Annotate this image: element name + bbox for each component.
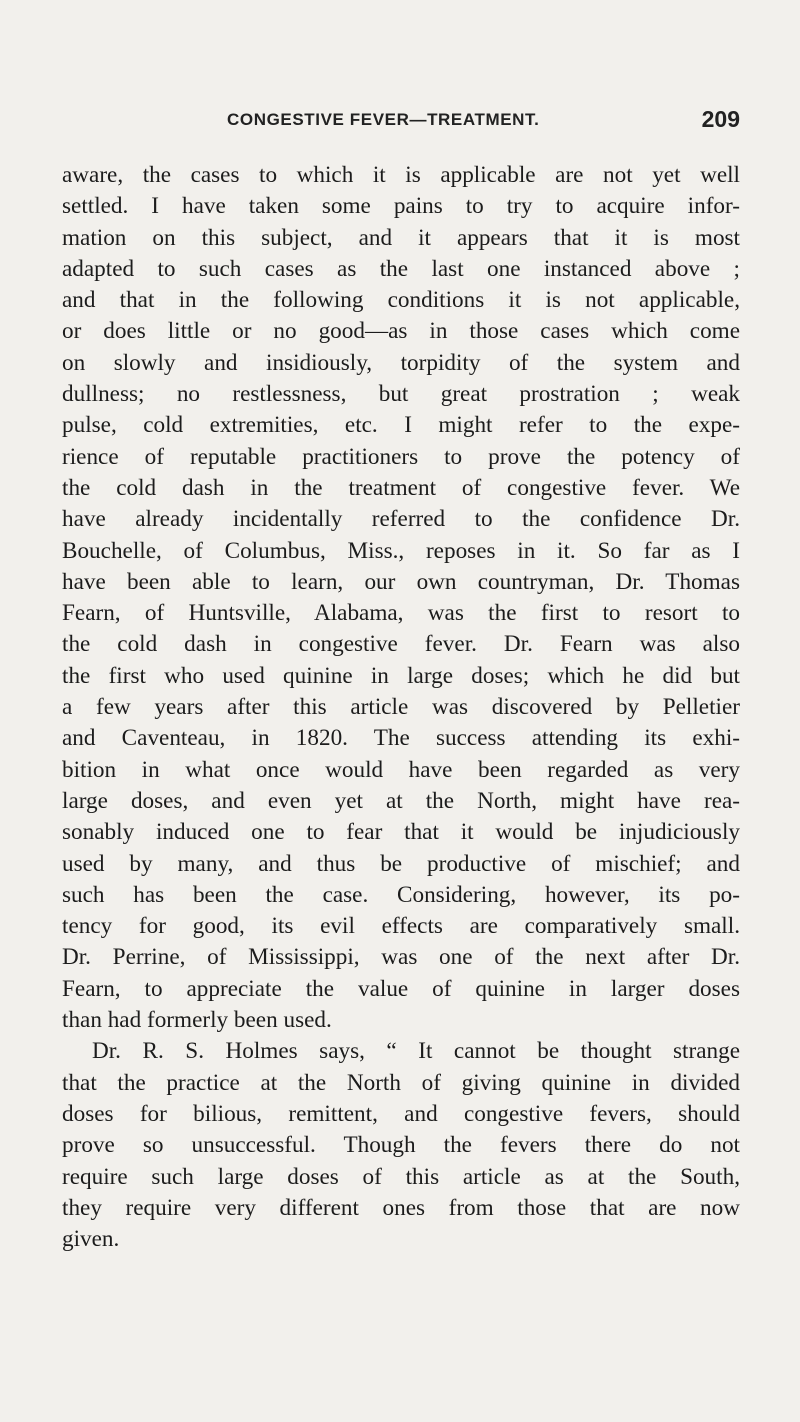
- text-line: Dr. Perrine, of Mississippi, was one of the next after Dr.: [62, 944, 740, 971]
- text-line: have been able to learn, our own countryman, Dr. Thomas: [62, 568, 740, 595]
- text-line: rience of reputable practitioners to prove the potency of: [62, 443, 740, 470]
- text-line: require such large doses of this article as at the South,: [62, 1163, 740, 1190]
- text-line: aware, the cases to which it is applicable are not yet well: [62, 162, 740, 188]
- text-line: bition in what once would have been regarded as very: [62, 756, 740, 783]
- text-line: used by many, and thus be productive of mischief; and: [62, 850, 740, 877]
- text-line: tency for good, its evil effects are comparatively small.: [62, 913, 740, 940]
- text-line: on slowly and insidiously, torpidity of the system and: [62, 349, 740, 376]
- text-line: Fearn, of Huntsville, Alabama, was the first to resort to: [62, 600, 740, 627]
- paragraph: [62, 160, 740, 1036]
- text-line: than had formerly been used.: [62, 1007, 332, 1034]
- text-line: dullness; no restlessness, but great prostration ; weak: [62, 381, 740, 408]
- text-line: prove so unsuccessful. Though the fevers there do not: [62, 1132, 740, 1159]
- text-line: and that in the following conditions it is not applicable,: [62, 287, 740, 314]
- text-line: and Caventeau, in 1820. The success attending its exhi-: [62, 725, 740, 752]
- text-line: mation on this subject, and it appears that it is most: [62, 224, 740, 251]
- text-line: given.: [62, 1226, 120, 1253]
- text-line: or does little or no good—as in those cases which come: [62, 318, 740, 345]
- text-line: the cold dash in the treatment of congestive fever. We: [62, 474, 740, 501]
- text-line: they require very different ones from those that are now: [62, 1194, 740, 1221]
- text-line: adapted to such cases as the last one instanced above ;: [62, 255, 740, 282]
- text-line: settled. I have taken some pains to try to acquire infor-: [62, 193, 740, 220]
- text-line: Bouchelle, of Columbus, Miss., reposes in it. So far as I: [62, 537, 740, 564]
- text-line: doses for bilious, remittent, and congestive fevers, should: [62, 1100, 740, 1127]
- paragraph: [62, 1036, 740, 1255]
- text-line: large doses, and even yet at the North, might have rea-: [62, 787, 740, 814]
- text-line: such has been the case. Considering, however, its po-: [62, 881, 740, 908]
- running-title: CONGESTIVE FEVER—TREATMENT.: [227, 110, 540, 129]
- text-line: sonably induced one to fear that it would be injudiciously: [62, 819, 740, 846]
- text-line: have already incidentally referred to the confidence Dr.: [62, 506, 740, 533]
- page-number: 209: [701, 106, 740, 132]
- text-line: Dr. R. S. Holmes says, “ It cannot be thought strange: [92, 1038, 740, 1065]
- text-line: the cold dash in congestive fever. Dr. Fearn was also: [62, 631, 740, 658]
- text-line: pulse, cold extremities, etc. I might refer to the expe-: [62, 412, 740, 439]
- text-line: that the practice at the North of giving quinine in divided: [62, 1069, 740, 1096]
- text-line: the first who used quinine in large doses; which he did but: [62, 662, 740, 689]
- text-line: a few years after this article was discovered by Pelletier: [62, 694, 740, 721]
- text-line: Fearn, to appreciate the value of quinine in larger doses: [62, 975, 740, 1002]
- running-head: [62, 106, 740, 136]
- body-text: [62, 160, 740, 1255]
